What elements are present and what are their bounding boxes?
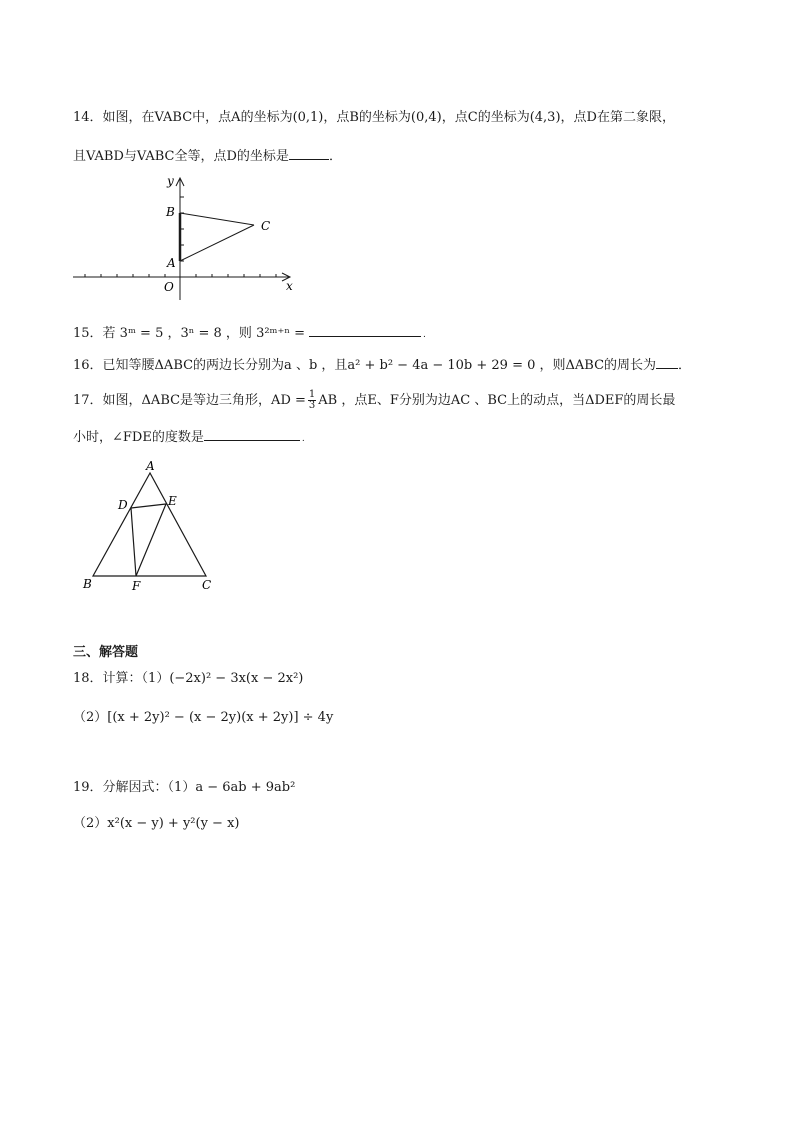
segment-ac (180, 225, 254, 261)
q17-end: . (301, 434, 305, 444)
q14-line2-text: 且VABD与VABC全等，点D的坐标是 (73, 149, 289, 164)
q16-line (73, 355, 691, 374)
q17-line1 (73, 390, 675, 411)
q19-line2: （2）x²(x − y) + y²(y − x) (73, 816, 240, 831)
q17-fraction (308, 390, 316, 411)
label-B: B (83, 577, 92, 591)
q17-triangle-figure (78, 458, 223, 598)
segment-bc (180, 213, 254, 225)
label-O: O (164, 280, 174, 294)
label-x: x (286, 279, 293, 293)
q19-line1: 19．分解因式：（1）a − 6ab + 9ab² (73, 780, 296, 795)
label-A: A (146, 459, 155, 473)
q16-text: 16．已知等腰ΔABC的两边长分别为a 、b ，且a² + b² − 4a − 10b + 29 = 0 ，则ΔABC的周长为 (73, 358, 657, 373)
q15-answer-blank (309, 323, 421, 337)
q17-line2 (73, 427, 305, 447)
label-B: B (166, 205, 175, 219)
label-E: E (168, 494, 177, 508)
label-C: C (202, 578, 212, 592)
q17-frac-den: 3 (308, 400, 316, 411)
q14-coordinate-figure (68, 170, 308, 305)
q14-end: ． (328, 149, 342, 164)
q16-answer-blank (656, 355, 678, 369)
q14-line1: 14．如图，在VABC中，点A的坐标为(0,1)，点B的坐标为(0,4)，点C的坐标为(4,3)，点D在第二象限， (73, 110, 675, 125)
q17-frac-num: 1 (308, 389, 316, 400)
section-title: 三、解答题 (73, 645, 139, 660)
q18-line1: 18．计算：（1）(−2x)² − 3x(x − 2x²) (73, 671, 304, 686)
triangle-def (131, 504, 166, 576)
q15-end: . (423, 330, 426, 340)
q17-answer-blank (204, 427, 300, 441)
q18-line2: （2）[(x + 2y)² − (x − 2y)(x + 2y)] ÷ 4y (73, 710, 334, 725)
q15-text: 15．若 3ᵐ = 5 ，3ⁿ = 8 ，则 3²ᵐ⁺ⁿ = (73, 326, 306, 341)
label-F: F (132, 579, 141, 593)
label-C: C (261, 219, 271, 233)
q17-text-b: AB ，点E、F分别为边AC 、BC上的动点，当ΔDEF的周长最 (318, 393, 676, 408)
q17-text-2: 小时，∠FDE的度数是 (73, 430, 204, 445)
q15-line (73, 323, 426, 343)
q17-text-a: 17．如图，ΔABC是等边三角形，AD = (73, 393, 306, 408)
q14-line2 (73, 146, 342, 165)
label-y: y (167, 174, 174, 188)
label-A: A (167, 256, 176, 270)
q14-answer-blank (289, 146, 329, 160)
label-D: D (118, 498, 128, 512)
triangle-abc (93, 473, 206, 576)
q16-end: ． (678, 358, 692, 373)
